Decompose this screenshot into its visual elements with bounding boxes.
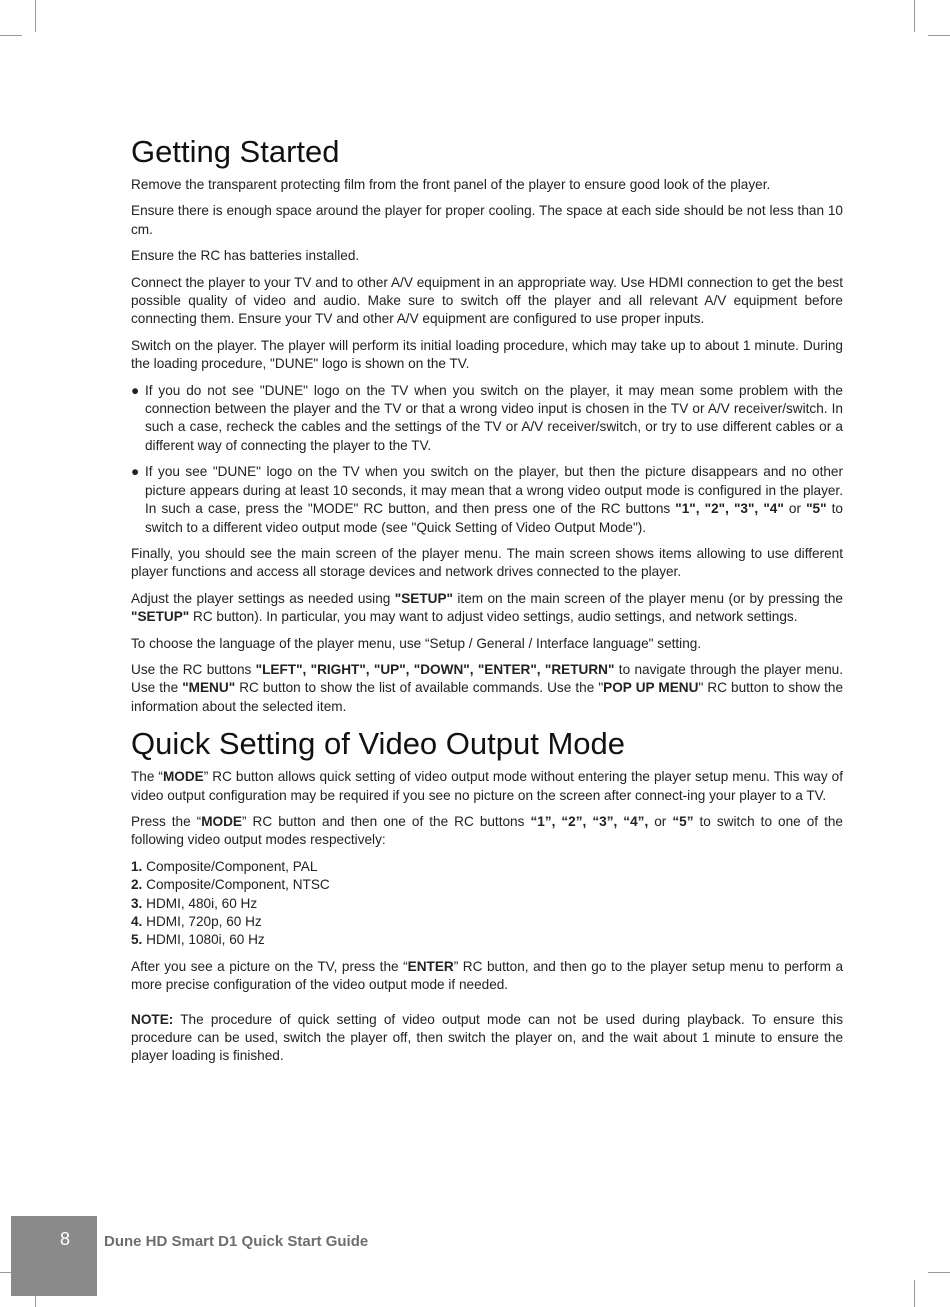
- crop-mark-top-right-v: [914, 0, 915, 32]
- bullet-text: to switch to a different video output mode (see "Quick Setting of Video Output Mode").: [145, 501, 843, 535]
- list-text: Composite/Component, NTSC: [142, 877, 330, 893]
- list-number: 1.: [131, 858, 143, 874]
- list-item: [131, 913, 843, 931]
- text: or: [648, 813, 673, 829]
- list-text: HDMI, 480i, 60 Hz: [142, 895, 258, 911]
- bullet-icon: ●: [131, 464, 140, 480]
- video-mode-list: [131, 858, 843, 950]
- text: item on the main screen of the player menu (or by pressing the: [452, 590, 843, 606]
- note-text: The procedure of quick setting of video output mode can not be used during playback. To ensure this procedure can be used, switch the player off, then switch the player on, and the wait about 1 minute to ensure the player loading is finished.: [131, 1011, 843, 1064]
- text: to navigate through the player menu. Use the: [131, 661, 844, 696]
- crop-mark-top-right-h: [928, 35, 950, 36]
- text: RC button). In particular, you may want to adjust video settings, audio settings, and network settings.: [189, 609, 798, 625]
- text: After you see a picture on the TV, press the “: [131, 958, 408, 974]
- list-item: [131, 858, 843, 876]
- section-title-getting-started: Getting Started: [131, 134, 340, 169]
- text-bold: MODE: [201, 813, 242, 829]
- list-number: 2.: [131, 877, 143, 893]
- section-title-video-output: Quick Setting of Video Output Mode: [131, 726, 626, 762]
- paragraph: To choose the language of the player menu, use “Setup / General / Interface language" setting.: [131, 635, 702, 651]
- paragraph: [131, 768, 843, 805]
- list-text: HDMI, 1080i, 60 Hz: [142, 932, 265, 948]
- crop-mark-bottom-right-v: [914, 1280, 915, 1307]
- paragraph: Finally, you should see the main screen of the player menu. The main screen shows items allowing to use different player functions and access all storage devices and network drives connected to the player.: [131, 545, 843, 580]
- bullet-icon: ●: [131, 382, 140, 398]
- bullet-text-bold: "1", "2", "3", "4": [675, 501, 784, 517]
- bullet-text: or: [783, 501, 807, 517]
- text-bold: ENTER: [407, 958, 454, 974]
- list-number: 5.: [131, 932, 143, 948]
- text-bold: “5”: [672, 813, 694, 829]
- list-number: 4.: [131, 914, 143, 929]
- bullet-text-bold: "5": [806, 501, 827, 517]
- paragraph: [131, 813, 843, 850]
- text-bold: “1”, “2”, “3”, “4”,: [530, 813, 649, 829]
- paragraph: Remove the transparent protecting film from the front panel of the player to ensure good look of the player.: [131, 177, 771, 192]
- crop-mark-top-left-v: [35, 0, 36, 32]
- text-bold: "LEFT", "RIGHT", "UP", "DOWN", "ENTER", "RETURN": [255, 661, 615, 677]
- paragraph: Switch on the player. The player will perform its initial loading procedure, which may take up to about 1 minute. During the loading procedure, "DUNE" logo is shown on the TV.: [131, 337, 843, 372]
- text: ” RC button and then one of the RC buttons: [242, 813, 531, 829]
- text: " RC button to show the information about the selected item.: [131, 680, 844, 714]
- paragraph: Ensure the RC has batteries installed.: [131, 248, 360, 264]
- text: RC button to show the list of available commands. Use the ": [235, 680, 604, 696]
- text: Use the RC buttons: [131, 661, 256, 677]
- list-text: Composite/Component, PAL: [142, 858, 318, 874]
- text-bold: "SETUP": [131, 609, 190, 625]
- crop-mark-top-left-h: [0, 35, 22, 36]
- text: ” RC button, and then go to the player setup menu to perform a more precise configuration of the video output mode if needed.: [131, 958, 843, 993]
- text-bold: MODE: [162, 769, 204, 785]
- text: to switch to one of the following video output modes respectively:: [131, 813, 843, 848]
- list-item: [131, 931, 843, 949]
- paragraph: Ensure there is enough space around the player for proper cooling. The space at each side should be not less than 10 cm.: [131, 203, 843, 237]
- text: ” RC button allows quick setting of video output mode without entering the player setup menu. This way of video output configuration may be required if you see no picture on the screen after connect-ing your player to a TV.: [131, 769, 843, 803]
- paragraph: Connect the player to your TV and to other A/V equipment in an appropriate way. Use HDMI connection to get the best possible quality of video and audio. Make sure to switch off the player and all relevant A/V equipment before connecting them. Ensure your TV and other A/V equipment are configured to use proper inputs.: [131, 274, 843, 327]
- bullet-item: [131, 463, 843, 537]
- bullet-item: [131, 382, 843, 456]
- bullet-text: If you see "DUNE" logo on the TV when you switch on the player, but then the picture disappears and no other picture appears during at least 10 seconds, it may mean that a wrong video output mode is configured in the player. In such a case, press the "MODE" RC button, and then press one of the RC buttons: [145, 464, 843, 517]
- crop-mark-bottom-right-h: [928, 1272, 950, 1273]
- text-bold: "SETUP": [394, 590, 453, 606]
- text: The “: [131, 769, 163, 785]
- text: Press the “: [131, 813, 202, 829]
- note-paragraph: [131, 1011, 843, 1066]
- footer-title: Dune HD Smart D1 Quick Start Guide: [104, 1233, 369, 1250]
- list-item: [131, 876, 843, 894]
- list-number: 3.: [131, 895, 143, 911]
- paragraph: [131, 958, 843, 995]
- list-text: HDMI, 720p, 60 Hz: [142, 914, 262, 929]
- note-label: NOTE:: [131, 1011, 174, 1027]
- bullet-text: If you do not see "DUNE" logo on the TV when you switch on the player, it may mean some problem with the connection between the player and the TV or that a wrong video input is chosen in the TV or A/V receiver/switch. In such a case, recheck the cables and the settings of the TV or A/V receiver/switch, or try to use different cables or a different way of connecting the player to the TV.: [145, 382, 843, 453]
- document-body: [131, 134, 843, 1074]
- page-number: 8: [59, 1229, 70, 1249]
- text-bold: "MENU": [182, 680, 236, 696]
- paragraph: [131, 590, 843, 627]
- list-item: [131, 895, 843, 913]
- paragraph: [131, 661, 843, 716]
- page-number-box: [11, 1216, 97, 1296]
- text-bold: POP UP MENU: [603, 680, 699, 696]
- text: Adjust the player settings as needed using: [131, 590, 395, 606]
